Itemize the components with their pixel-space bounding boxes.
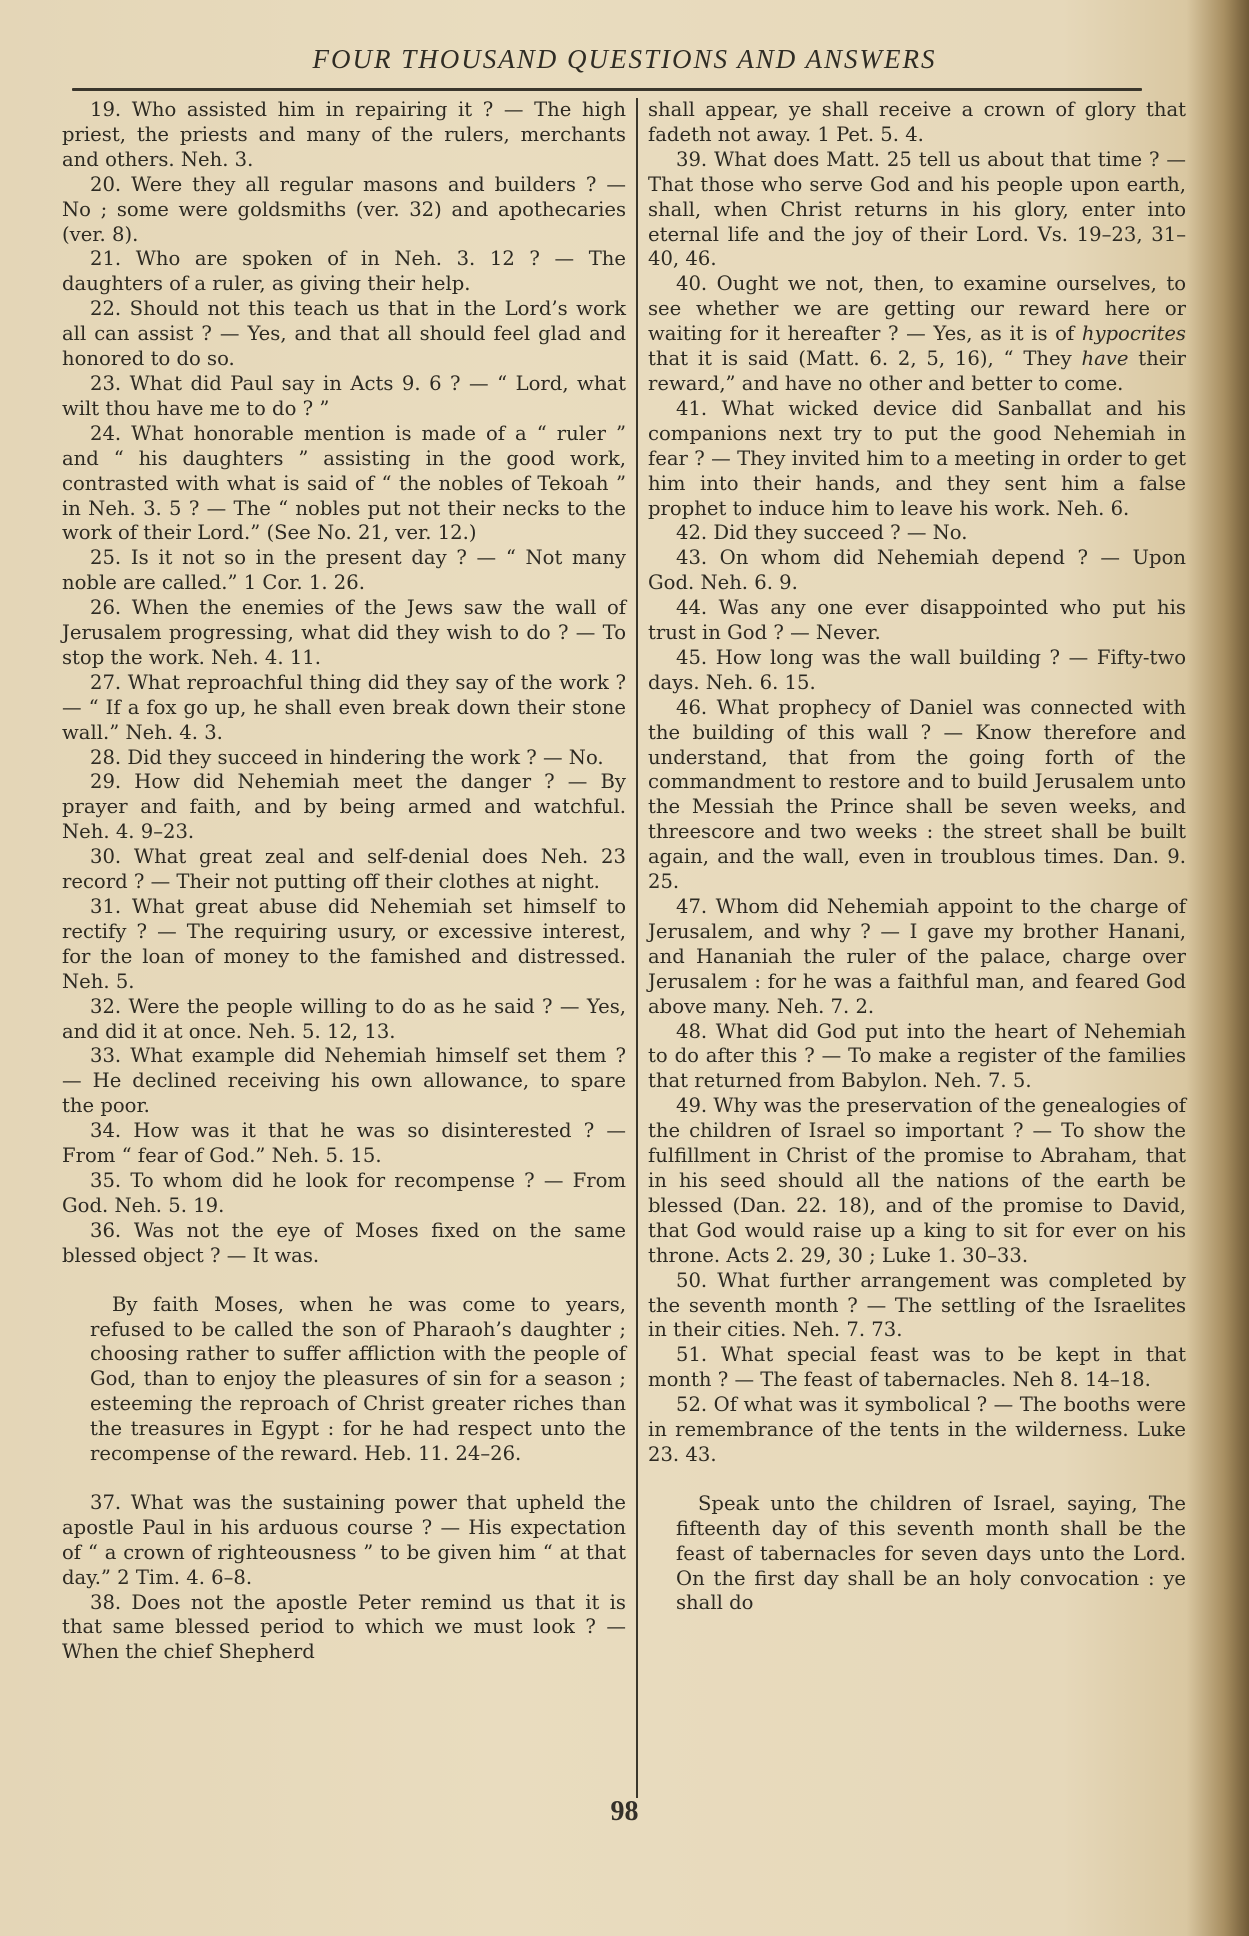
spacer xyxy=(62,1269,626,1293)
qa-40-text-c: their reward,” and have no other and better to come. xyxy=(648,347,1186,395)
qa-item-34: 34. How was it that he was so disinterested ? — From “ fear of God.” Neh. 5. 15. xyxy=(62,1119,626,1168)
qa-item-31: 31. What great abuse did Nehemiah set himself to rectify ? — The requiring usury, or excessive interest, for the loan of money to the famished and distressed. Neh. 5. xyxy=(62,895,626,993)
spacer xyxy=(62,1467,626,1491)
qa-item-46: 46. What prophecy of Daniel was connected with the building of this wall ? — Know therefore and understand, that from the going forth of the commandment to restore and to build Jerusalem unto the Messiah the Prince shall be seven weeks, and threescore and two weeks : the street shall be built again, and the wall, even in troublous times. Dan. 9. 25. xyxy=(648,695,1186,894)
qa-item-38: 38. Does not the apostle Peter remind us that it is that same blessed period to which we must look ? — When the chief Shepherd xyxy=(62,1590,626,1664)
qa-item-44: 44. Was any one ever disappointed who put his trust in God ? — Never. xyxy=(648,596,1186,645)
qa-item-21: 21. Who are spoken of in Neh. 3. 12 ? — The daughters of a ruler, as giving their help. xyxy=(62,247,626,296)
qa-item-24: 24. What honorable mention is made of a “ ruler ” and “ his daughters ” assisting in the good work, contrasted with what is said of “ the nobles of Tekoah ” in Neh. 3. 5 ? — The “ nobles put not their necks to the work of their Lord.” (See No. 21, ver. 12.) xyxy=(62,421,626,545)
qa-item-20: 20. Were they all regular masons and builders ? — No ; some were goldsmiths (ver. 32) and apothecaries (ver. 8). xyxy=(62,172,626,246)
qa-40-text-b: that it is said (Matt. 6. 2, 5, 16), “ They xyxy=(648,347,1082,371)
qa-item-35: 35. To whom did he look for recompense ? — From God. Neh. 5. 19. xyxy=(62,1168,626,1217)
scripture-quote-hebrews: By faith Moses, when he was come to years, refused to be called the son of Pharaoh’s daughter ; choosing rather to suffer affliction with the people of God, than to enjoy the pleasures of sin for a season ; esteeming the reproach of Christ greater riches than the treasures in Egypt : for he had respect unto the recompense of the reward. Heb. 11. 24–26. xyxy=(90,1292,626,1466)
right-column xyxy=(648,98,1186,1616)
qa-item-52: 52. Of what was it symbolical ? — The booths were in remembrance of the tents in the wilderness. Luke 23. 43. xyxy=(648,1393,1186,1466)
qa-item-50: 50. What further arrangement was completed by the seventh month ? — The settling of the Israelites in their cities. Neh. 7. 73. xyxy=(648,1268,1186,1342)
qa-item-33: 33. What example did Nehemiah himself set them ? — He declined receiving his own allowance, to spare the poor. xyxy=(62,1044,626,1118)
page-number: 98 xyxy=(610,1796,639,1827)
running-title: FOUR THOUSAND QUESTIONS AND ANSWERS xyxy=(312,44,937,74)
qa-item-38-continuation: shall appear, ye shall receive a crown of glory that fadeth not away. 1 Pet. 5. 4. xyxy=(648,98,1186,146)
qa-item-30: 30. What great zeal and self-denial does Neh. 23 record ? — Their not putting off their clothes at night. xyxy=(62,845,626,894)
qa-40-emphasis-have: have xyxy=(1081,347,1129,371)
spacer xyxy=(648,1468,1186,1492)
qa-item-19: 19. Who assisted him in repairing it ? — The high priest, the priests and many of the rulers, merchants and others. Neh. 3. xyxy=(62,98,626,171)
qa-item-36: 36. Was not the eye of Moses fixed on the same blessed object ? — It was. xyxy=(62,1218,626,1267)
qa-item-45: 45. How long was the wall building ? — Fifty-two days. Neh. 6. 15. xyxy=(648,645,1186,694)
qa-item-42: 42. Did they succeed ? — No. xyxy=(676,521,968,545)
left-column xyxy=(62,98,626,1665)
scripture-quote-leviticus: Speak unto the children of Israel, saying, The fifteenth day of this seventh month shall be the feast of tabernacles for seven days unto the Lord. On the first day shall be an holy convocation : ye shall do xyxy=(676,1491,1186,1615)
column-divider xyxy=(636,98,638,1798)
qa-item-32: 32. Were the people willing to do as he said ? — Yes, and did it at once. Neh. 5. 12, 13. xyxy=(62,994,626,1043)
qa-item-40 xyxy=(648,272,1186,397)
qa-item-43: 43. On whom did Nehemiah depend ? — Upon God. Neh. 6. 9. xyxy=(648,546,1186,595)
qa-40-emphasis-hypocrites: hypocrites xyxy=(1081,322,1186,346)
qa-40-text-a: 40. Ought we not, then, to examine ourselves, to see whether we are getting our reward here or waiting for it hereafter ? — Yes, as it is of xyxy=(648,272,1186,346)
qa-item-48: 48. What did God put into the heart of Nehemiah to do after this ? — To make a register of the families that returned from Babylon. Neh. 7. 5. xyxy=(648,1019,1186,1093)
qa-item-37: 37. What was the sustaining power that upheld the apostle Paul in his arduous course ? — His expectation of “ a crown of righteousness ” to be given him “ at that day.” 2 Tim. 4. 6–8. xyxy=(62,1490,626,1589)
qa-item-29: 29. How did Nehemiah meet the danger ? — By prayer and faith, and by being armed and watchful. Neh. 4. 9–23. xyxy=(62,770,626,844)
qa-item-39: 39. What does Matt. 25 tell us about that time ? — That those who serve God and his people upon earth, shall, when Christ returns in his glory, enter into eternal life and the joy of their Lord. Vs. 19–23, 31–40, 46. xyxy=(648,147,1186,271)
qa-item-26: 26. When the enemies of the Jews saw the wall of Jerusalem progressing, what did they wish to do ? — To stop the work. Neh. 4. 11. xyxy=(62,596,626,669)
qa-item-23: 23. What did Paul say in Acts 9. 6 ? — “ Lord, what wilt thou have me to do ? ” xyxy=(62,371,626,420)
qa-item-22: 22. Should not this teach us that in the Lord’s work all can assist ? — Yes, and that all should feel glad and honored to do so. xyxy=(62,297,626,371)
qa-item-25: 25. Is it not so in the present day ? — “ Not many noble are called.” 1 Cor. 1. 26. xyxy=(62,546,626,595)
qa-item-27: 27. What reproachful thing did they say of the work ? — “ If a fox go up, he shall even break down their stone wall.” Neh. 4. 3. xyxy=(62,670,626,744)
qa-item-41: 41. What wicked device did Sanballat and his companions next try to put the good Nehemiah in fear ? — They invited him to a meeting in order to get him into their hands, and they sent him a false prophet to induce him to leave his work. Neh. 6. xyxy=(648,396,1186,520)
header-rule xyxy=(72,88,1142,91)
qa-item-49: 49. Why was the preservation of the genealogies of the children of Israel so important ? — To show the fulfillment in Christ of the promise to Abraham, that in his seed should all the nations of the earth be blessed (Dan. 22. 18), and of the promise to David, that God would raise up a king to sit for ever on his throne. Acts 2. 29, 30 ; Luke 1. 30–33. xyxy=(648,1094,1186,1267)
qa-item-51: 51. What special feast was to be kept in that month ? — The feast of tabernacles. Neh 8. 14–18. xyxy=(648,1343,1186,1392)
qa-item-47: 47. Whom did Nehemiah appoint to the charge of Jerusalem, and why ? — I gave my brother Hanani, and Hananiah the ruler of the palace, charge over Jerusalem : for he was a faithful man, and feared God above many. Neh. 7. 2. xyxy=(648,895,1186,1018)
qa-item-28: 28. Did they succeed in hindering the work ? — No. xyxy=(90,745,604,769)
